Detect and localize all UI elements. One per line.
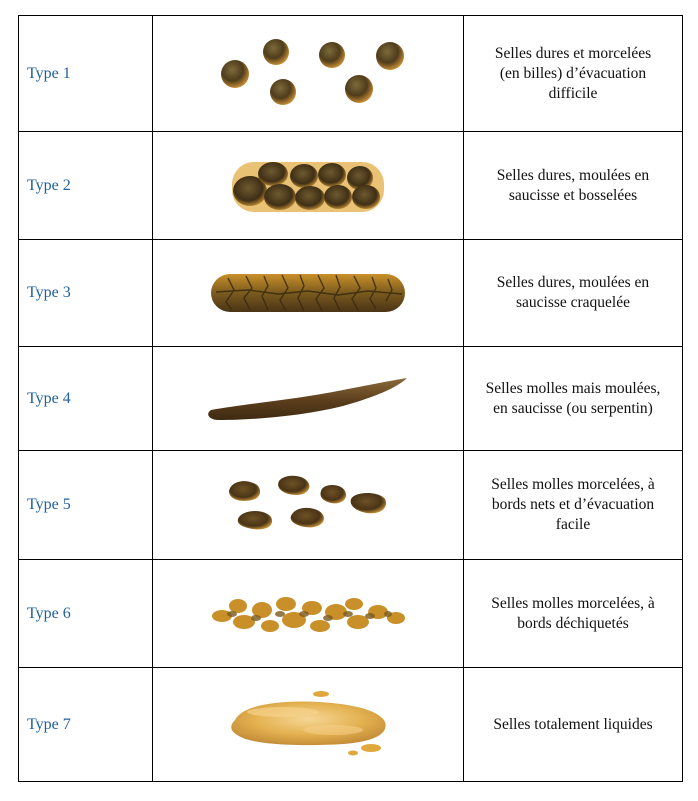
description: [464, 347, 683, 451]
description-line: (en billes) d’évacuation: [499, 64, 647, 82]
description-line: en saucisse (ou serpentin): [493, 399, 653, 417]
type-label: Type 7: [19, 668, 153, 782]
table-row: [19, 240, 683, 347]
table-row: [19, 16, 683, 132]
mushy-pieces-icon: [208, 586, 408, 642]
description: [464, 240, 683, 347]
type-label: Type 4: [19, 347, 153, 451]
stool-illustration-cell: [153, 451, 464, 560]
description-line: facile: [555, 516, 591, 533]
table-row: [19, 347, 683, 451]
bristol-stool-table: [18, 15, 683, 782]
description: [464, 16, 683, 132]
description-line: bords déchiquetés: [517, 614, 629, 632]
description-line: saucisse craquelée: [515, 294, 631, 311]
type-label: Type 5: [19, 451, 153, 560]
description: [464, 560, 683, 668]
smooth-snake-icon: [203, 374, 413, 424]
description-line: Selles dures, moulées en: [496, 274, 650, 291]
soft-blobs-icon: [223, 473, 393, 537]
stool-illustration-cell: [153, 560, 464, 668]
type-label: Type 1: [19, 16, 153, 132]
table-row: [19, 668, 683, 782]
type-label: Type 2: [19, 132, 153, 240]
watery-liquid-icon: [223, 690, 393, 760]
description-line: Selles molles morcelées, à: [491, 476, 655, 493]
description-line: Selles dures, moulées en: [496, 166, 650, 184]
description: [464, 132, 683, 240]
stool-illustration-cell: [153, 240, 464, 347]
stool-illustration-cell: [153, 16, 464, 132]
description-line: Selles totalement liquides: [493, 715, 653, 733]
description-line: saucisse et bosselées: [508, 186, 638, 204]
description-line: Selles dures et morcelées: [494, 44, 652, 62]
stool-illustration-cell: [153, 668, 464, 782]
description-line: bords nets et d’évacuation: [491, 496, 655, 513]
type-label: Type 6: [19, 560, 153, 668]
description-line: Selles molles mais moulées,: [485, 379, 661, 397]
cracked-sausage-icon: [208, 268, 408, 318]
table-row: [19, 560, 683, 668]
table-row: [19, 132, 683, 240]
stool-illustration-cell: [153, 132, 464, 240]
stool-illustration-cell: [153, 347, 464, 451]
description: [464, 451, 683, 560]
type-label: Type 3: [19, 240, 153, 347]
description: [464, 668, 683, 782]
description-line: difficile: [548, 84, 598, 102]
lumpy-sausage-icon: [228, 154, 388, 218]
description-line: Selles molles morcelées, à: [491, 594, 655, 612]
table-row: [19, 451, 683, 560]
separate-hard-lumps-icon: [208, 39, 408, 109]
